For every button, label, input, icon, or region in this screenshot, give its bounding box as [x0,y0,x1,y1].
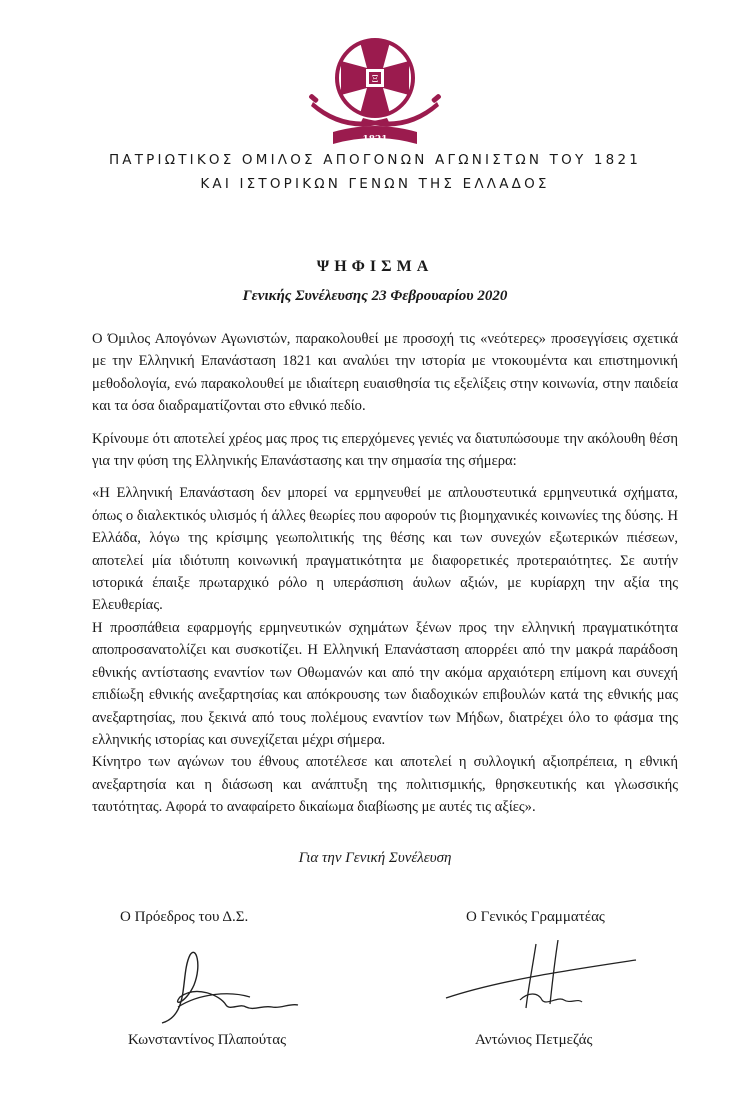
signature-secretary-icon [440,940,640,1015]
closing-line: Για την Γενική Συνέλευση [298,850,452,866]
svg-text:Ξ: Ξ [371,75,379,85]
org-name-line-2: ΚΑΙ ΙΣΤΟΡΙΚΩΝ ΓΕΝΩΝ ΤΗΣ ΕΛΛΑΔΟΣ [200,176,550,192]
signatory-name-secretary: Αντώνιος Πετμεζάς [475,1032,593,1048]
org-name-line-1: ΠΑΤΡΙΩΤΙΚΟΣ ΟΜΙΛΟΣ ΑΠΟΓΟΝΩΝ ΑΓΩΝΙΣΤΩΝ ΤΟΥ 1821 [108,152,642,168]
signatory-name-president: Κωνσταντίνος Πλαπούτας [128,1032,287,1048]
paragraph: Ο Όμιλος Απογόνων Αγωνιστών, παρακολουθεί με προσοχή τις «νεότερες» προσεγγίσεις σχετικά με την Ελληνική Επανάσταση 1821 και αναλύει την ιστορία με ντοκουμέντα και επιστημονική μεθοδολογία, ενώ παρακολουθεί με ιδιαίτερη ευαισθησία τις εξελίξεις στην κοινωνία, στην παιδεία και τα όσα διαδραματίζονται στο εθνικό πεδίο. [92,331,678,415]
document-body [92,328,678,819]
paragraph: «Η Ελληνική Επανάσταση δεν μπορεί να ερμηνευθεί με απλουστευτικά ερμηνευτικά σχήματα, όπως ο διαλεκτικός υλισμός ή άλλες θεωρίες που αφορούν τις βιομηχανικές κοινωνίες της δύσης. Η Ελλάδα, λόγω της κρίσιμης γεωπολιτικής της θέσης και των συνεχών εξωτερικών πιέσεων, αποτελεί μία ιδιότυπη κοινωνική πραγματικότητα με διαφορετικές προτεραιότητες. Σε αυτήν ιστορικά έπαιξε πρωταρχικό ρόλο η υπεράσπιση άυλων αξιών, με κυρίαρχη την αξία της Ελευθερίας. [92,485,678,614]
document-subtitle: Γενικής Συνέλευσης 23 Φεβρουαρίου 2020 [242,288,508,304]
signatory-role-secretary: Ο Γενικός Γραμματέας [466,909,605,925]
emblem-icon [305,32,445,150]
document-title: ΨΗΦΙΣΜΑ [316,258,434,275]
emblem-year: 1821 [362,135,388,145]
paragraph: Κίνητρο των αγώνων του έθνους αποτέλεσε και αποτελεί η συλλογική αξιοπρέπεια, η εθνική ανεξαρτησία και η διάσωση και ανάπτυξη της πολιτισμικής, θρησκευτικής και γλωσσικής ταυτότητας. Αφορά το αναφαίρετο δικαίωμα διαβίωσης με αυτές τις αξίες». [92,754,678,816]
paragraph: Κρίνουμε ότι αποτελεί χρέος μας προς τις επερχόμενες γενιές να διατυπώσουμε την ακόλουθη θέση για την φύση της Ελληνικής Επανάστασης και την σημασία της σήμερα: [92,430,678,470]
signature-president-icon [150,945,300,1030]
paragraph: Η προσπάθεια εφαρμογής ερμηνευτικών σχημάτων ξένων προς την ελληνική πραγματικότητα αποπροσανατολίζει και συσκοτίζει. Η Ελληνική Επανάσταση απορρέει από την μακρά παράδοση εθνικής αντίστασης εναντίον των Οθωμανών και από την ακόμα αρχαιότερη επίμονη και συνεχή επιδίωξη εθνικής ανεξαρτησίας και απόκρουσης των διαδοχικών επιβουλών κατά της εθνικής μας ανεξαρτησίας, που ξεκινά από τους πολέμους εναντίον των Μήδων, διατρέχει όλο το φάσμα της ελληνικής ιστορίας και συνεχίζεται μέχρι σήμερα. [92,619,678,748]
signatory-role-president: Ο Πρόεδρος του Δ.Σ. [120,909,249,925]
